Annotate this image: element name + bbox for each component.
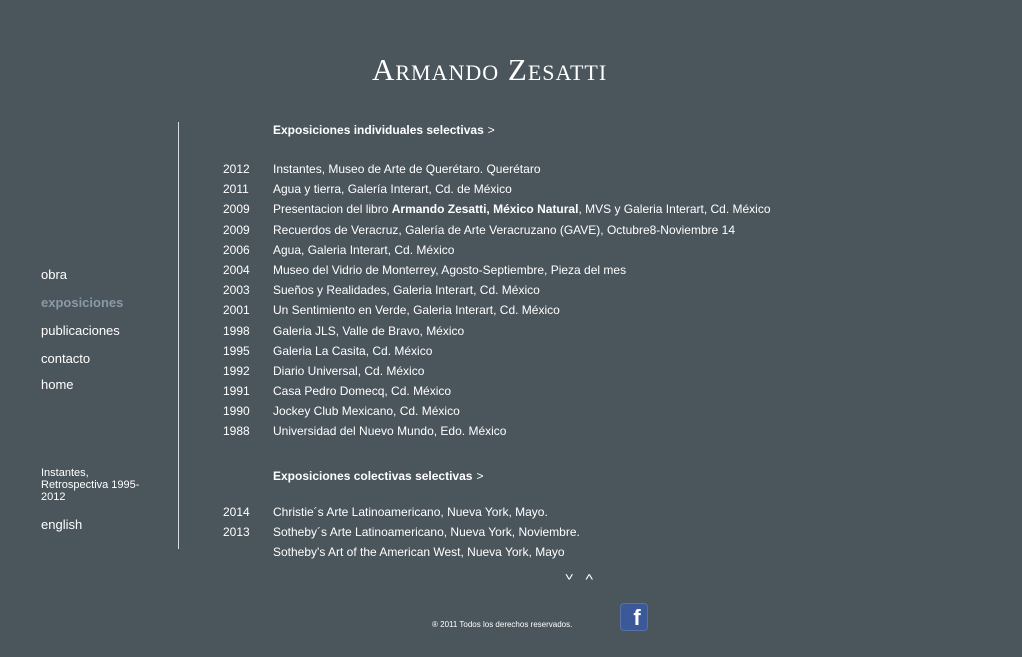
exhibition-year: 2001 bbox=[223, 303, 250, 318]
main-nav bbox=[41, 265, 123, 403]
exhibition-entry bbox=[215, 280, 915, 300]
exhibition-description: Galeria JLS, Valle de Bravo, México bbox=[273, 323, 465, 338]
exhibitions-scroll-area[interactable] bbox=[215, 118, 915, 559]
exhibition-year: 2003 bbox=[223, 283, 250, 298]
facebook-icon[interactable] bbox=[620, 603, 648, 631]
exhibition-year bbox=[215, 542, 273, 562]
exhibition-description bbox=[273, 199, 915, 219]
exhibition-description: Recuerdos de Veracruz, Galería de Arte Veracruzano (GAVE), Octubre8-Noviembre 14 bbox=[273, 222, 735, 237]
nav-item-publicaciones[interactable]: publicaciones bbox=[41, 323, 120, 338]
exhibition-description: Sueños y Realidades, Galeria Interart, Cd. México bbox=[273, 283, 540, 298]
individual-heading-arrow: > bbox=[487, 123, 495, 137]
exhibition-year: 2014 bbox=[223, 504, 250, 519]
exhibition-entry bbox=[215, 240, 915, 260]
copyright-text: ® 2011 Todos los derechos reservados. bbox=[432, 620, 573, 629]
exhibition-entry bbox=[215, 421, 915, 441]
exhibition-description: Un Sentimiento en Verde, Galeria Interart, Cd. México bbox=[273, 303, 560, 318]
exhibition-entry bbox=[215, 159, 915, 179]
exhibition-year: 2012 bbox=[223, 162, 250, 176]
exhibition-year: 2006 bbox=[223, 242, 250, 257]
exhibition-description: Instantes, Museo de Arte de Querétaro. Querétaro bbox=[273, 162, 541, 176]
exhibition-description-pre: Presentacion del libro bbox=[273, 202, 392, 217]
exhibition-description: Diario Universal, Cd. México bbox=[273, 363, 425, 378]
individual-exhibitions-list bbox=[215, 159, 915, 442]
exhibition-description: Christie´s Arte Latinoamericano, Nueva York, Mayo. bbox=[273, 504, 548, 519]
individual-exhibitions-heading bbox=[215, 118, 915, 142]
exhibition-entry bbox=[215, 300, 915, 320]
scroll-controls bbox=[566, 572, 593, 584]
exhibition-entry bbox=[215, 179, 915, 199]
exhibition-entry bbox=[215, 220, 915, 240]
exhibition-entry bbox=[215, 401, 915, 421]
exhibition-description: Galeria La Casita, Cd. México bbox=[273, 343, 433, 358]
exhibition-entry bbox=[215, 381, 915, 401]
exhibition-year: 1990 bbox=[223, 404, 250, 419]
nav-item-contacto[interactable]: contacto bbox=[41, 351, 91, 366]
exhibition-description: Sotheby´s Arte Latinoamericano, Nueva York, Noviembre. bbox=[273, 524, 580, 539]
scroll-down-icon[interactable]: ˅ bbox=[564, 572, 574, 584]
exhibition-year: 2009 bbox=[223, 202, 250, 217]
exhibition-year: 1991 bbox=[223, 384, 250, 399]
nav-item-exposiciones[interactable]: exposiciones bbox=[41, 295, 124, 310]
secondary-nav bbox=[41, 467, 151, 532]
book-title: Armando Zesatti, México Natural bbox=[391, 202, 579, 217]
facebook-glyph: f bbox=[633, 605, 641, 630]
exhibition-year: 2004 bbox=[223, 262, 250, 277]
exhibition-year: 1998 bbox=[223, 323, 250, 338]
exhibition-description: Universidad del Nuevo Mundo, Edo. México bbox=[273, 424, 507, 439]
exhibition-description: Jockey Club Mexicano, Cd. México bbox=[273, 404, 460, 419]
exhibition-year: 1995 bbox=[223, 343, 250, 358]
collective-exhibitions-heading bbox=[215, 464, 915, 488]
individual-heading-text: Exposiciones individuales selectivas bbox=[273, 123, 484, 137]
exhibition-year: 1992 bbox=[223, 363, 250, 378]
scroll-up-icon[interactable]: ˄ bbox=[585, 572, 595, 584]
language-link[interactable]: english bbox=[41, 517, 83, 532]
exhibition-year: 2011 bbox=[223, 182, 249, 197]
exhibition-year: 2013 bbox=[223, 524, 250, 539]
exhibition-description: Museo del Vidrio de Monterrey, Agosto-Septiembre, Pieza del mes bbox=[273, 262, 627, 277]
exhibition-entry bbox=[215, 199, 915, 219]
exhibition-description: Agua, Galeria Interart, Cd. México bbox=[273, 242, 455, 257]
nav-item-obra[interactable]: obra bbox=[41, 267, 68, 282]
exhibition-description-post: , MVS y Galeria Interart, Cd. México bbox=[578, 202, 771, 217]
nav-item-home[interactable]: home bbox=[41, 377, 74, 392]
exhibition-entry bbox=[215, 502, 915, 522]
exhibition-entry bbox=[215, 361, 915, 381]
collective-heading-arrow: > bbox=[476, 468, 484, 483]
exhibition-description: Agua y tierra, Galería Interart, Cd. de México bbox=[273, 182, 512, 197]
exhibition-description: Casa Pedro Domecq, Cd. México bbox=[273, 384, 452, 399]
exhibition-entry bbox=[215, 260, 915, 280]
exhibition-entry bbox=[215, 542, 915, 562]
exhibition-entry bbox=[215, 321, 915, 341]
site-title: Armando Zesatti bbox=[372, 52, 608, 87]
collective-exhibitions-list bbox=[215, 502, 915, 563]
exhibition-entry bbox=[215, 341, 915, 361]
exhibition-entry bbox=[215, 522, 915, 542]
collective-heading-text: Exposiciones colectivas selectivas bbox=[273, 468, 473, 483]
exhibition-description: Sotheby's Art of the American West, Nueva York, Mayo bbox=[273, 545, 565, 559]
retrospective-link[interactable]: Instantes, Retrospectiva 1995-2012 bbox=[41, 467, 140, 503]
exhibition-year: 2009 bbox=[223, 222, 250, 237]
exhibition-year: 1988 bbox=[223, 424, 250, 439]
vertical-divider bbox=[178, 122, 179, 549]
